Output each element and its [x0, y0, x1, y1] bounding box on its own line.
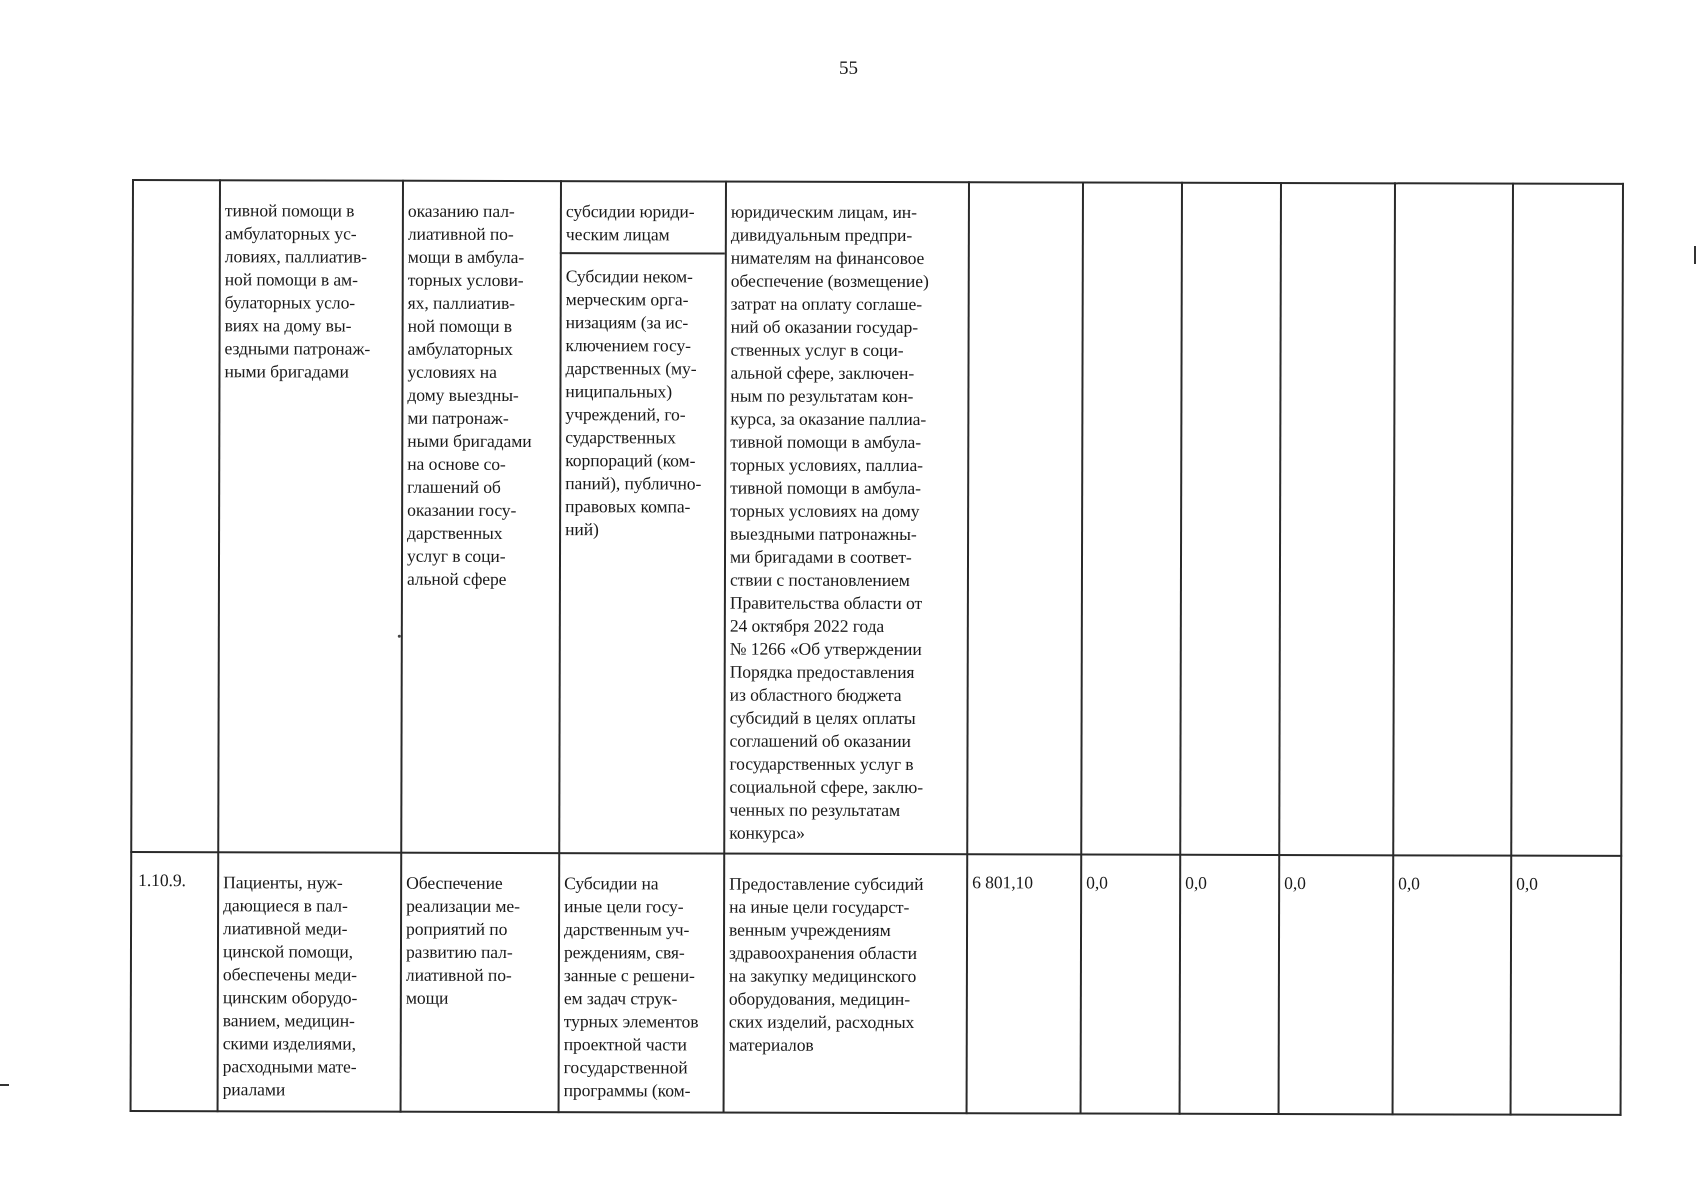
col-border-6 — [1080, 181, 1084, 1114]
continued-description-cell: юридическим лицам, ин- дивидуальным предпри- нимателям на финансовое обеспечение (возмещение) затрат на оплату соглаше- ний об оказании государ- ственных услуг в соци- альной сфере, заключен- ным по результатам кон- курса, за оказание паллиа- тивной помощи в амбула- торных условиях, паллиа- тивной помощи в амбула- торных условиях на дому выездными патронажны- ми бригадами в соответ- ствии с постановлением Правительства области от 24 октября 2022 года № 1266 «Об утверждении Порядка предоставления из областного бюджета субсидий в целях оплаты соглашений об оказании государственных услуг в социальной сфере, заклю- ченных по результатам конкурса» — [729, 201, 929, 843]
col-border-4 — [723, 181, 727, 1114]
result-cell: Пациенты, нуж- дающиеся в пал- лиативной меди- цинской помощи, обеспечены меди- цинским оборудо- ванием, медицин- скими изделиями, расходными мате- риалами — [222, 872, 358, 1100]
description-cell: Предоставление субсидий на иные цели государст- венным учреждениям здравоохранения области на закупку медицинского оборудования, медицин- ских изделий, расходных материалов — [728, 873, 924, 1055]
col-border-11 — [1620, 183, 1624, 1116]
continued-result-cell: тивной помощи в амбулаторных ус- ловиях, паллиатив- ной помощи в ам- булаторных усло- виях на дому вы- ездными патронаж- ными бригадами — [224, 200, 371, 382]
amount-cell: 0,0 — [1398, 873, 1420, 894]
row-divider — [130, 851, 1622, 856]
col-border-1 — [217, 179, 221, 1112]
col-border-7 — [1179, 182, 1183, 1115]
scan-dot — [398, 635, 401, 638]
budget-table — [130, 179, 1624, 1116]
continued-mechanism-cell-top: субсидии юриди- ческим лицам — [565, 201, 695, 245]
amount-cell: 0,0 — [1516, 873, 1538, 894]
page-number: 55 — [839, 58, 858, 79]
col-border-2 — [400, 180, 404, 1113]
continued-mechanism-cell-bottom: Субсидии неком- мерческим орга- низациям (за ис- ключением госу- дарственных (му- ниципальных) учреждений, го- сударственных корпораций (ком- паний), публично- правовых компа- ний) — [565, 266, 702, 540]
col-border-10 — [1510, 183, 1514, 1116]
amount-cell: 6 801,10 — [972, 872, 1033, 893]
row-number-cell: 1.10.9. — [138, 870, 186, 891]
mechanism-cell: Субсидии на иные цели госу- дарственным уч- реждениям, свя- занные с решени- ем задач струк- турных элементов проектной части государственной программы (ком- — [563, 873, 699, 1101]
col-border-3 — [558, 180, 562, 1113]
continued-event-cell: оказанию пал- лиативной по- мощи в амбула- торных услови- ях, паллиатив- ной помощи в амбулаторных условиях на дому выездны- ми патронаж- ными бригадами на основе со- глашений об оказании госу- дарственных услуг в соци- альной сфере — [406, 200, 532, 589]
subcell-divider — [560, 252, 725, 254]
table-top-border — [132, 179, 1624, 185]
event-cell: Обеспечение реализации ме- роприятий по развитию пал- лиативной по- мощи — [405, 872, 520, 1008]
col-border-5 — [966, 181, 970, 1114]
col-border-0 — [130, 179, 134, 1112]
amount-cell: 0,0 — [1284, 873, 1306, 894]
col-border-9 — [1392, 182, 1396, 1115]
table-bottom-border — [130, 1110, 1622, 1116]
scan-mark-left — [0, 1084, 9, 1086]
amount-cell: 0,0 — [1185, 872, 1207, 893]
col-border-8 — [1278, 182, 1282, 1115]
scan-mark-right — [1694, 246, 1696, 264]
amount-cell: 0,0 — [1086, 872, 1108, 893]
